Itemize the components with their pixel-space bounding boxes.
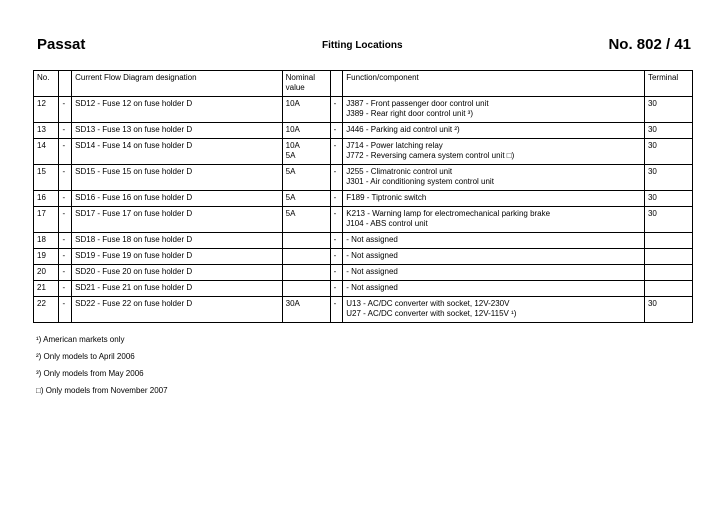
- function-component-line: J446 - Parking aid control unit ²): [346, 125, 460, 134]
- function-component-line: J301 - Air conditioning system control unit: [346, 177, 494, 186]
- nominal-value: [282, 233, 330, 249]
- terminal: 30: [644, 191, 692, 207]
- model-name: Passat: [37, 36, 86, 53]
- nominal-value: [282, 281, 330, 297]
- terminal: [644, 281, 692, 297]
- nominal-value: [282, 297, 330, 323]
- fuse-designation: SD14 - Fuse 14 on fuse holder D: [72, 139, 282, 165]
- fuse-table: [33, 70, 693, 323]
- nominal-value-line: 5A: [285, 167, 296, 176]
- terminal: 30: [644, 139, 692, 165]
- function-component: [343, 233, 645, 249]
- function-component: [343, 265, 645, 281]
- separator-dash: -: [59, 207, 72, 233]
- terminal: 30: [644, 297, 692, 323]
- function-component-line: F189 - Tiptronic switch: [346, 193, 427, 202]
- fuse-designation: SD22 - Fuse 22 on fuse holder D: [72, 297, 282, 323]
- column-header-designation: Current Flow Diagram designation: [72, 71, 282, 97]
- function-component: [343, 97, 645, 123]
- nominal-value: [282, 207, 330, 233]
- nominal-value-line: 5A: [285, 193, 296, 202]
- separator-dash: -: [59, 165, 72, 191]
- nominal-value-line: 30A: [285, 299, 300, 308]
- separator-dash: -: [59, 233, 72, 249]
- function-component-line: U27 - AC/DC converter with socket, 12V-115V ¹): [346, 309, 517, 318]
- function-component: [343, 281, 645, 297]
- fuse-designation: SD13 - Fuse 13 on fuse holder D: [72, 123, 282, 139]
- fuse-designation: SD21 - Fuse 21 on fuse holder D: [72, 281, 282, 297]
- function-component-line: K213 - Warning lamp for electromechanical parking brake: [346, 209, 551, 218]
- function-component-line: - Not assigned: [346, 235, 398, 244]
- page-header: [37, 36, 691, 58]
- terminal: 30: [644, 207, 692, 233]
- fuse-designation: SD15 - Fuse 15 on fuse holder D: [72, 165, 282, 191]
- column-spacer: [330, 71, 343, 97]
- fuse-number: 14: [34, 139, 59, 165]
- table-row: [34, 249, 693, 265]
- separator-dash: -: [330, 165, 343, 191]
- fuse-designation: SD16 - Fuse 16 on fuse holder D: [72, 191, 282, 207]
- function-component-line: J255 - Climatronic control unit: [346, 167, 453, 176]
- function-component-line: J104 - ABS control unit: [346, 219, 428, 228]
- footnote: ²) Only models to April 2006: [36, 352, 135, 361]
- separator-dash: -: [330, 281, 343, 297]
- separator-dash: -: [330, 233, 343, 249]
- fuse-designation: SD18 - Fuse 18 on fuse holder D: [72, 233, 282, 249]
- column-header-function: Function/component: [343, 71, 645, 97]
- fuse-designation: SD17 - Fuse 17 on fuse holder D: [72, 207, 282, 233]
- fuse-number: 22: [34, 297, 59, 323]
- function-component-line: U13 - AC/DC converter with socket, 12V-230V: [346, 299, 510, 308]
- table-row: [34, 97, 693, 123]
- separator-dash: -: [59, 139, 72, 165]
- separator-dash: -: [330, 265, 343, 281]
- nominal-value-line: 10A: [285, 99, 300, 108]
- column-header-nominal-line1: Nominal: [285, 73, 315, 82]
- separator-dash: -: [330, 207, 343, 233]
- function-component-line: - Not assigned: [346, 267, 398, 276]
- function-component-line: J389 - Rear right door control unit ³): [346, 109, 474, 118]
- nominal-value: [282, 265, 330, 281]
- footnote: ³) Only models from May 2006: [36, 369, 144, 378]
- function-component: [343, 165, 645, 191]
- table-header-row: [34, 71, 693, 97]
- function-component-line: J714 - Power latching relay: [346, 141, 443, 150]
- fuse-designation: SD20 - Fuse 20 on fuse holder D: [72, 265, 282, 281]
- separator-dash: -: [330, 191, 343, 207]
- table-row: [34, 281, 693, 297]
- table-row: [34, 207, 693, 233]
- separator-dash: -: [330, 297, 343, 323]
- column-header-nominal-line2: value: [285, 83, 305, 92]
- function-component: [343, 191, 645, 207]
- terminal: [644, 233, 692, 249]
- function-component-line: - Not assigned: [346, 283, 398, 292]
- fuse-table-body: [34, 97, 693, 323]
- fuse-number: 16: [34, 191, 59, 207]
- separator-dash: -: [59, 191, 72, 207]
- fuse-number: 21: [34, 281, 59, 297]
- terminal: 30: [644, 123, 692, 139]
- separator-dash: -: [59, 281, 72, 297]
- nominal-value-line: 5A: [285, 209, 296, 218]
- separator-dash: -: [330, 139, 343, 165]
- nominal-value: [282, 97, 330, 123]
- function-component: [343, 139, 645, 165]
- footnote: □) Only models from November 2007: [36, 386, 168, 395]
- terminal: 30: [644, 165, 692, 191]
- nominal-value: [282, 139, 330, 165]
- separator-dash: -: [330, 123, 343, 139]
- nominal-value-line: 10A: [285, 125, 300, 134]
- column-header-no: No.: [34, 71, 59, 97]
- nominal-value-line: 5A: [285, 151, 296, 160]
- table-row: [34, 165, 693, 191]
- nominal-value: [282, 249, 330, 265]
- table-row: [34, 297, 693, 323]
- nominal-value: [282, 165, 330, 191]
- function-component-line: J387 - Front passenger door control unit: [346, 99, 489, 108]
- table-row: [34, 191, 693, 207]
- nominal-value-line: 10A: [285, 141, 300, 150]
- footnote: ¹) American markets only: [36, 335, 125, 344]
- function-component: [343, 249, 645, 265]
- separator-dash: -: [330, 97, 343, 123]
- function-component-line: - Not assigned: [346, 251, 398, 260]
- footnotes: [36, 335, 168, 403]
- function-component-line: J772 - Reversing camera system control unit □): [346, 151, 515, 160]
- fuse-number: 13: [34, 123, 59, 139]
- function-component: [343, 207, 645, 233]
- fuse-number: 19: [34, 249, 59, 265]
- fuse-number: 17: [34, 207, 59, 233]
- table-row: [34, 123, 693, 139]
- fuse-designation: SD12 - Fuse 12 on fuse holder D: [72, 97, 282, 123]
- function-component: [343, 123, 645, 139]
- table-row: [34, 233, 693, 249]
- terminal: 30: [644, 97, 692, 123]
- fuse-designation: SD19 - Fuse 19 on fuse holder D: [72, 249, 282, 265]
- separator-dash: -: [330, 249, 343, 265]
- separator-dash: -: [59, 297, 72, 323]
- fuse-number: 15: [34, 165, 59, 191]
- nominal-value: [282, 191, 330, 207]
- separator-dash: -: [59, 97, 72, 123]
- column-header-terminal: Terminal: [644, 71, 692, 97]
- table-row: [34, 265, 693, 281]
- function-component: [343, 297, 645, 323]
- separator-dash: -: [59, 249, 72, 265]
- column-header-nominal-value: [282, 71, 330, 97]
- nominal-value: [282, 123, 330, 139]
- column-spacer: [59, 71, 72, 97]
- fuse-number: 20: [34, 265, 59, 281]
- terminal: [644, 249, 692, 265]
- separator-dash: -: [59, 265, 72, 281]
- fuse-number: 18: [34, 233, 59, 249]
- document-number: No. 802 / 41: [608, 36, 691, 53]
- terminal: [644, 265, 692, 281]
- document-title: Fitting Locations: [322, 40, 403, 51]
- table-row: [34, 139, 693, 165]
- fuse-number: 12: [34, 97, 59, 123]
- separator-dash: -: [59, 123, 72, 139]
